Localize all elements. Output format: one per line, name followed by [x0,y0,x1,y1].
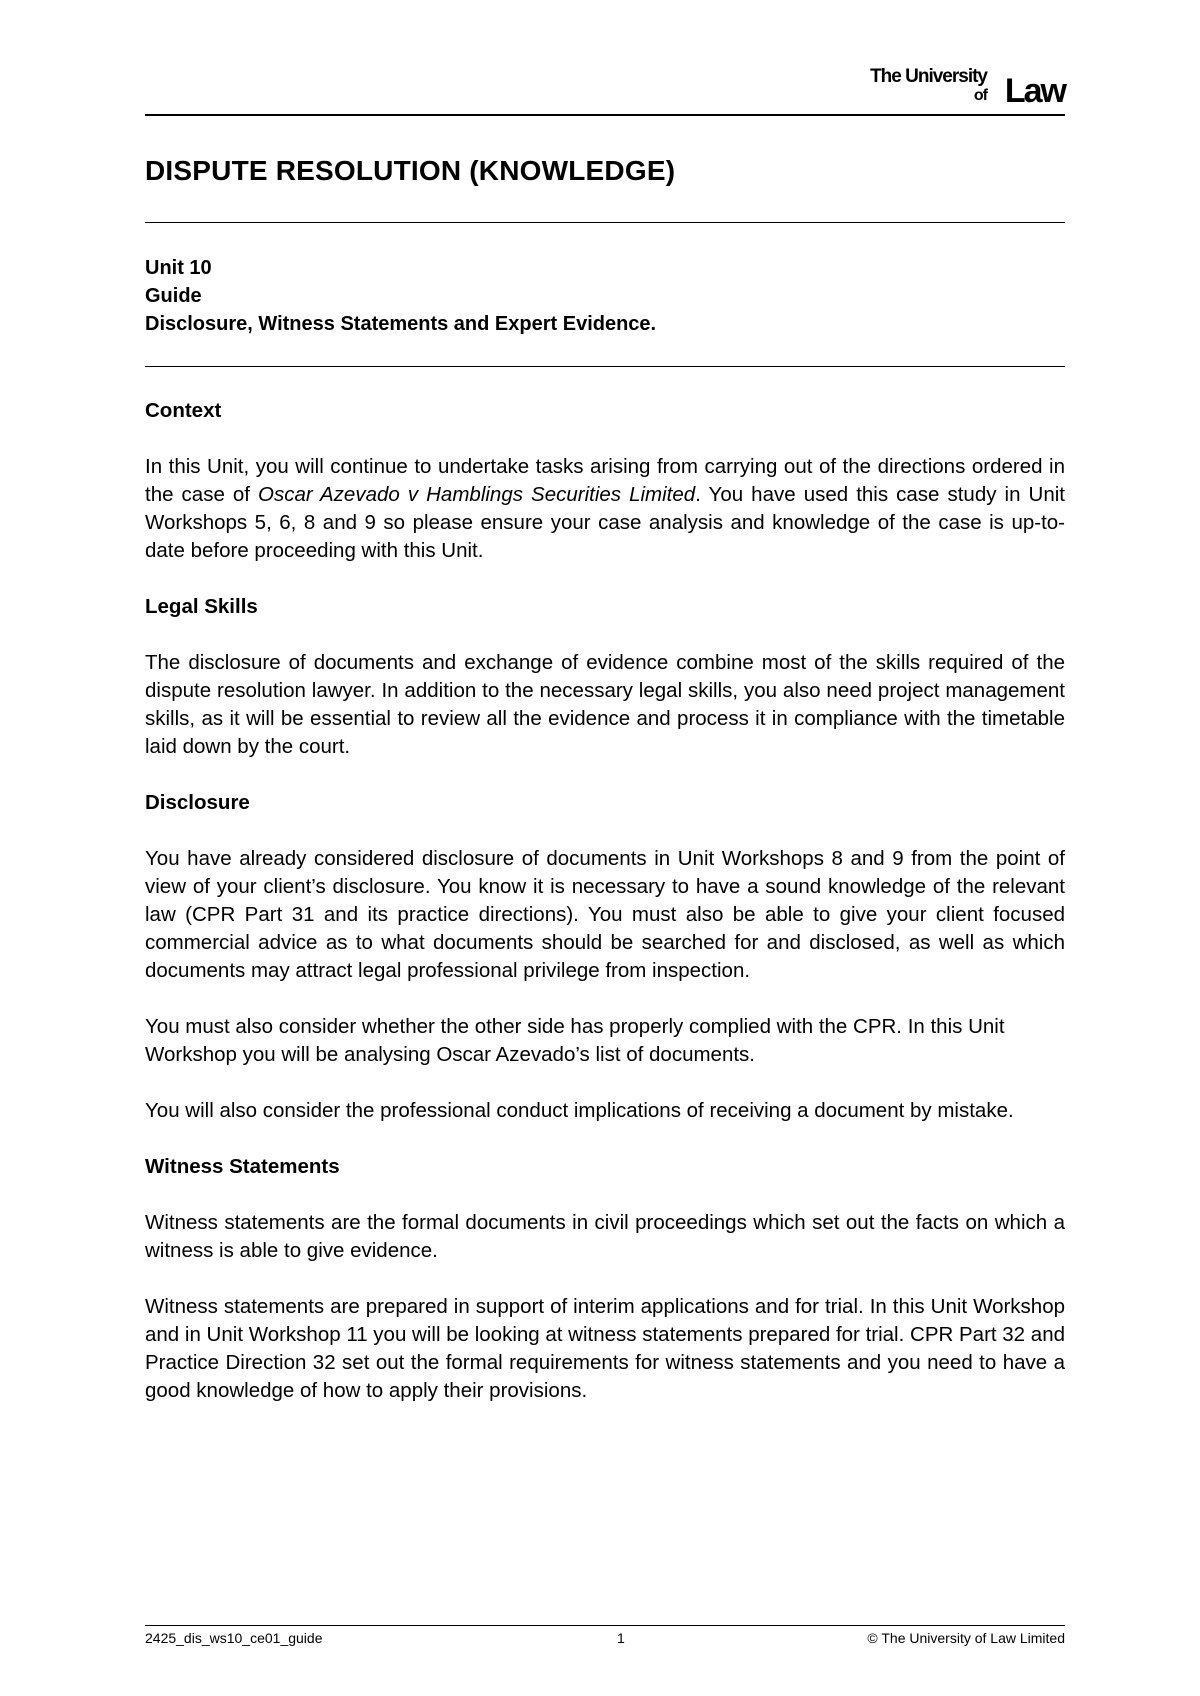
logo-line-1: The University [870,66,987,87]
copyright-notice: © The University of Law Limited [867,1630,1065,1646]
case-name: Oscar Azevado v Hamblings Securities Limited [258,483,696,506]
header-divider [145,114,1065,116]
legal-skills-paragraph: The disclosure of documents and exchange of evidence combine most of the skills required of the dispute resolution lawyer. In addition to the necessary legal skills, you also need project management skills, as it will be essential to review all the evidence and process it in compliance with the timetable laid down by the court. [145,651,1065,758]
section-heading-disclosure: Disclosure [145,791,250,814]
disclosure-paragraph-1: You have already considered disclosure of documents in Unit Workshops 8 and 9 from the point of view of your client’s disclosure. You know it is necessary to have a sound knowledge of the relevant law (CPR Part 31 and its practice directions). You must also be able to give your client focused commercial advice as to what documents should be searched for and disclosed, as well as which documents may attract legal professional privilege from inspection. [145,847,1065,982]
unit-divider [145,366,1065,367]
section-heading-context: Context [145,399,222,422]
document-code: 2425_dis_ws10_ce01_guide [145,1630,323,1646]
witness-paragraph-1: Witness statements are the formal documents in civil proceedings which set out the facts on which a witness is able to give evidence. [145,1211,1065,1262]
logo-line-2: of [973,87,987,104]
disclosure-paragraph-2: You must also consider whether the other side has properly complied with the CPR. In this Unit Workshop you will be analysing Oscar Azevado’s list of documents. [145,1015,1005,1066]
unit-info [145,254,656,338]
context-text-1: In this Unit, you will continue to undertake tasks arising from carrying out of the directions ordered in the case of [145,455,1065,506]
document-subtitle: Disclosure, Witness Statements and Expert Evidence. [145,313,657,335]
document-type: Guide [145,285,202,307]
unit-number: Unit 10 [145,257,212,279]
context-text-2: . You have used this case study in Unit Workshops 5, 6, 8 and 9 so please ensure your case analysis and knowledge of the case is up-to-date before proceeding with this Unit. [145,483,1065,562]
section-heading-witness-statements: Witness Statements [145,1155,340,1178]
logo-line-3: Law [1004,72,1065,110]
page-number: 1 [617,1630,625,1646]
section-heading-legal-skills: Legal Skills [145,595,258,618]
page-footer [145,1630,1065,1652]
title-divider [145,222,1065,223]
page-title: DISPUTE RESOLUTION (KNOWLEDGE) [145,155,676,186]
context-paragraph [145,453,1065,565]
disclosure-paragraph-3: You will also consider the professional conduct implications of receiving a document by mistake. [145,1099,1014,1122]
document-page [145,0,1065,1696]
document-body [145,397,1065,1433]
university-logo [855,66,1065,110]
footer-divider [145,1625,1065,1626]
witness-paragraph-2: Witness statements are prepared in support of interim applications and for trial. In this Unit Workshop and in Unit Workshop 11 you will be looking at witness statements prepared for trial. CPR Part 32 and Practice Direction 32 set out the formal requirements for witness statements and you need to have a good knowledge of how to apply their provisions. [145,1295,1065,1402]
